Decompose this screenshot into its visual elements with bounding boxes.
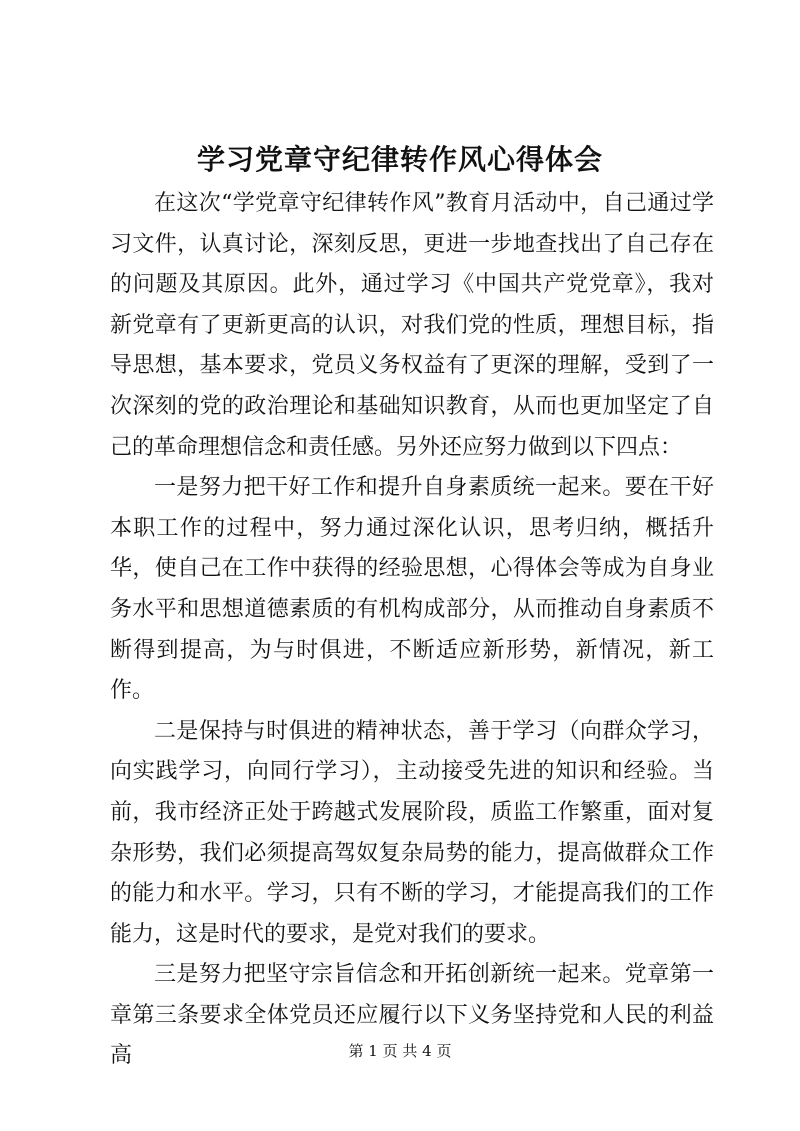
page-number-footer: 第 1 页 共 4 页: [348, 1042, 452, 1060]
paragraph-point-one: 一是努力把干好工作和提升自身素质统一起来。要在干好本职工作的过程中，努力通过深化认识，思考归纳，概括升华，使自己在工作中获得的经验思想，心得体会等成为自身业务水平和思想道德素质的有机构成部分，从而推动自身素质不断得到提高，为与时俱进，不断适应新形势，新情况，新工作。: [110, 475, 714, 704]
paragraph-point-two: 二是保持与时俱进的精神状态，善于学习（向群众学习，向实践学习，向同行学习），主动接受先进的知识和经验。当前，我市经济正处于跨越式发展阶段，质监工作繁重，面对复杂形势，我们必须提高驾奴复杂局势的能力，提高做群众工作的能力和水平。学习，只有不断的学习，才能提高我们的工作能力，这是时代的要求，是党对我们的要求。: [110, 718, 714, 947]
paragraph-point-three: 三是努力把坚守宗旨信念和开拓创新统一起来。党章第一章第三条要求全体党员还应履行以下义务坚持党和人民的利益高: [110, 962, 714, 1069]
document-body: [110, 184, 714, 1077]
paragraph-intro: 在这次“学党章守纪律转作风”教育月活动中，自己通过学习文件，认真讨论，深刻反思，更进一步地查找出了自己存在的问题及其原因。此外，通过学习《中国共产党党章》，我对新党章有了更新更高的认识，对我们党的性质，理想目标，指导思想，基本要求，党员义务权益有了更深的理解，受到了一次深刻的党的政治理论和基础知识教育，从而也更加坚定了自己的革命理想信念和责任感。另外还应努力做到以下四点：: [110, 191, 714, 460]
document-title: 学习党章守纪律转作风心得体会: [196, 143, 603, 176]
